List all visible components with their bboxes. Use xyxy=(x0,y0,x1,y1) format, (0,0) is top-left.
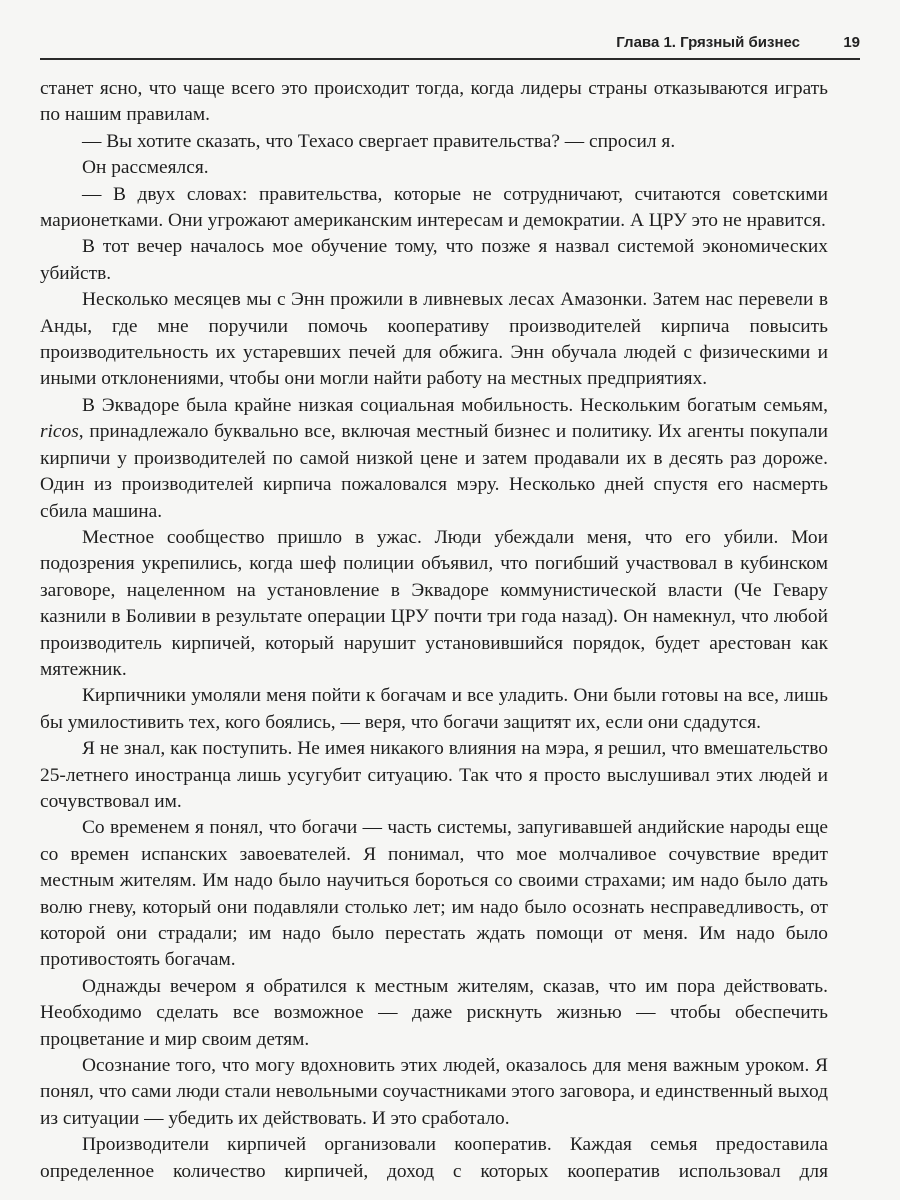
paragraph: Несколько месяцев мы с Энн прожили в ливневых лесах Амазонки. Затем нас перевели в Анды, где мне поручили помочь кооперативу производителей кирпича повысить производительность их устаревших печей для обжига. Энн обучала людей с физическими и иными отклонениями, чтобы они могли найти работу на местных предприятиях. xyxy=(40,289,828,390)
paragraph: Он рассмеялся. xyxy=(82,157,209,179)
paragraph: Кирпичники умоляли меня пойти к богачам и все уладить. Они были готовы на все, лишь бы умилостивить тех, кого боялись, — веря, что богачи защитят их, если они сдадутся. xyxy=(40,685,828,733)
paragraph: Местное сообщество пришло в ужас. Люди убеждали меня, что его убили. Мои подозрения укрепились, когда шеф полиции объявил, что погибший участвовал в кубинском заговоре, нацеленном на установление в Эквадоре коммунистической власти (Че Гевару казнили в Боливии в результате операции ЦРУ почти три года назад). Он намекнул, что любой производитель кирпичей, который нарушит установившийся порядок, будет арестован как мятежник. xyxy=(40,526,828,680)
chapter-title: Глава 1. Грязный бизнес xyxy=(616,34,800,51)
page-number: 19 xyxy=(843,34,860,51)
page-body xyxy=(40,76,828,1185)
paragraph: Со временем я понял, что богачи — часть системы, запугивавшей андийские народы еще со времен испанских завоевателей. Я понимал, что мое молчаливое сочувствие вредит местным жителям. Им надо было научиться бороться со своими страхами; им надо было дать волю гневу, который они подавляли столько лет; им надо было осознать несправедливость, от которой они страдали; им надо было перестать ждать помощи от меня. Им надо было противостоять богачам. xyxy=(40,817,828,971)
paragraph: В тот вечер началось мое обучение тому, что позже я назвал системой экономических убийств. xyxy=(40,236,828,284)
paragraph: Я не знал, как поступить. Не имея никакого влияния на мэра, я решил, что вмешательство 25-летнего иностранца лишь усугубит ситуацию. Так что я просто выслушивал этих людей и сочувствовал им. xyxy=(40,738,828,812)
paragraph: В Эквадоре была крайне низкая социальная мобильность. Нескольким богатым семьям, ricos, принадлежало буквально все, включая местный бизнес и политику. Их агенты покупали кирпичи у производителей по самой низкой цене и затем продавали их в десять раз дороже. Один из производителей кирпича пожаловался мэру. Несколько дней спустя его насмерть сбила машина. xyxy=(40,394,828,522)
running-header xyxy=(40,24,860,60)
foreign-term: ricos xyxy=(40,421,79,443)
paragraph: Производители кирпичей организовали кооператив. Каждая семья предоставила определенное количество кирпичей, доход с которых кооператив использовал для xyxy=(40,1134,828,1182)
paragraph: Однажды вечером я обратился к местным жителям, сказав, что им пора действовать. Необходимо сделать все возможное — даже рискнуть жизнью — чтобы обеспечить процветание и мир своим детям. xyxy=(40,975,828,1050)
paragraph: — Вы хотите сказать, что Техасо свергает правительства? — спросил я. xyxy=(82,130,676,152)
paragraph: Осознание того, что могу вдохновить этих людей, оказалось для меня важным уроком. Я понял, что сами люди стали невольными соучастниками этого заговора, и единственный выход из ситуации — убедить их действовать. И это сработало. xyxy=(40,1055,828,1129)
paragraph: станет ясно, что чаще всего это происходит тогда, когда лидеры страны отказываются играть по нашим правилам. xyxy=(40,78,828,126)
header-rule xyxy=(40,58,860,60)
paragraph: — В двух словах: правительства, которые не сотрудничают, считаются советскими марионетками. Они угрожают американским интересам и демократии. А ЦРУ это не нравится. xyxy=(40,183,828,232)
